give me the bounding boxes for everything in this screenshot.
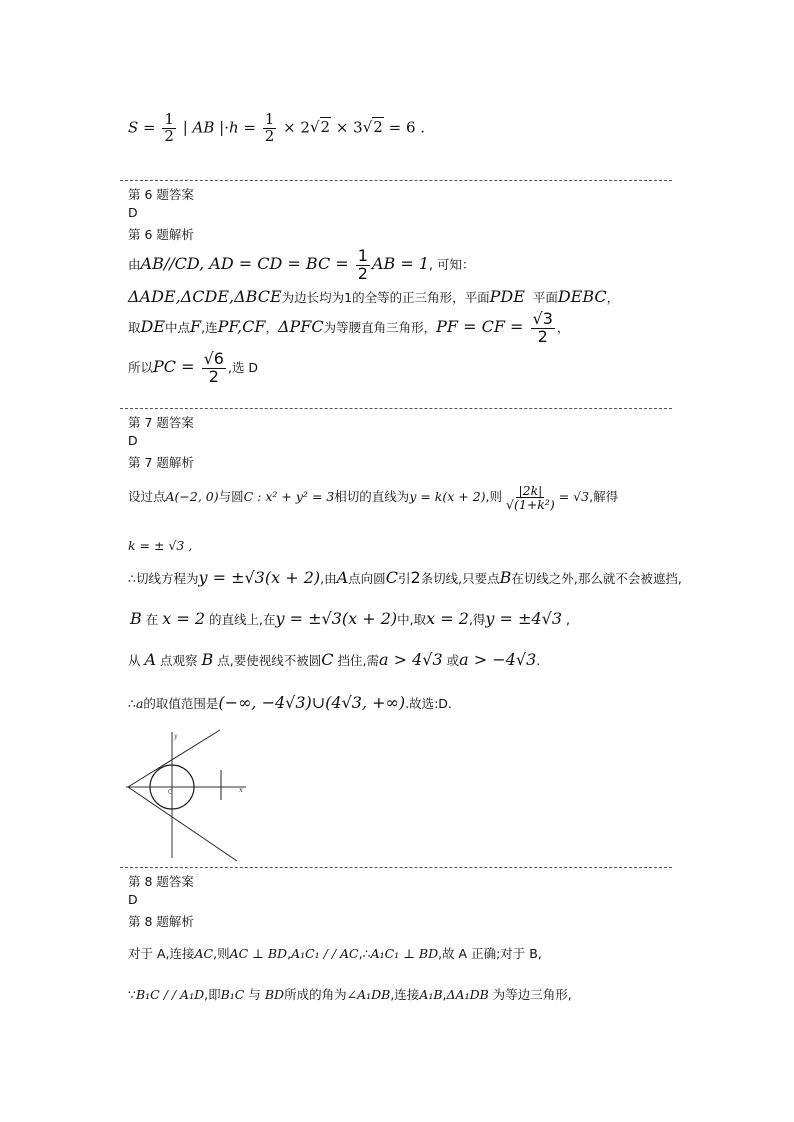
text: ,则 [213, 946, 230, 961]
math: C [321, 650, 334, 669]
text: 为等边三角形, [492, 987, 572, 1002]
text: ,故 A 正确;对于 B, [438, 946, 542, 961]
text: 从 [128, 653, 141, 668]
numerator: √3 [532, 309, 553, 328]
math: C [385, 568, 398, 587]
q7-answer-heading: 第 7 题答案 [128, 415, 194, 430]
math: B₁C [220, 987, 245, 1002]
denominator: √(1+k²) [506, 497, 555, 513]
math: AC [194, 946, 214, 961]
math: AB//CD [140, 253, 200, 273]
q7-line-5 [128, 650, 540, 669]
math: ΔADE,ΔCDE,ΔBCE [128, 287, 282, 306]
text: 与圆 [218, 489, 244, 505]
denominator: 2 [357, 263, 368, 283]
tangent-figure [124, 728, 254, 864]
text: ， [556, 319, 570, 335]
q7-line-4 [130, 609, 570, 628]
text: 所以 [128, 359, 154, 375]
math: B [499, 568, 512, 587]
text: ， [265, 319, 278, 335]
q8-analysis-heading: 第 8 题解析 [128, 914, 194, 929]
text: ∵ [128, 987, 136, 1002]
text: , 可知： [429, 256, 475, 272]
numerator: |2k| [518, 483, 543, 498]
fraction [504, 484, 557, 511]
separator [120, 408, 672, 409]
text: ,则 [485, 489, 503, 505]
separator [120, 867, 672, 868]
denominator: 2 [537, 326, 548, 346]
q6-analysis-heading: 第 6 题解析 [128, 227, 194, 242]
math: C : x² + y² = 3 [243, 489, 335, 505]
text: ,∴ [358, 946, 371, 961]
math: = √3 [558, 489, 590, 505]
text: ,得 [468, 612, 486, 627]
math: DEBC [557, 287, 607, 306]
text: ∴切线方程为 [128, 571, 199, 586]
text: ,连接 [390, 987, 420, 1002]
text: 点观察 [160, 653, 198, 668]
q6-answer-heading: 第 6 题答案 [128, 187, 194, 202]
q8-answer-heading: 第 8 题答案 [128, 874, 194, 889]
text: 点向圆 [348, 571, 386, 586]
text: , [442, 987, 447, 1002]
text: 为边长均为1的全等的正三角形，平面 [281, 290, 490, 305]
fraction [202, 351, 226, 386]
text: ,即 [204, 987, 221, 1002]
text: 在切线之外,那么就不会被遮挡, [511, 571, 682, 586]
text: 与 [248, 987, 261, 1002]
text: ,连 [201, 319, 218, 335]
math: B [201, 650, 214, 669]
denominator: 2 [208, 366, 219, 386]
text: 为等腰直角三角形， [323, 319, 437, 335]
q6-line-4 [128, 351, 258, 386]
math: A [336, 568, 349, 587]
math: PC = [153, 356, 200, 376]
text: 条切线,只要点 [420, 571, 500, 586]
text: .故选:D. [405, 696, 452, 711]
text: . [536, 653, 541, 668]
math: PDE [489, 287, 525, 306]
q7-answer: D [128, 433, 138, 448]
q7-line-6 [128, 693, 452, 712]
fraction [531, 311, 555, 346]
math: x = 2 [162, 609, 206, 628]
fraction [356, 248, 370, 283]
q7-line-3 [128, 568, 682, 587]
text: ,解得 [589, 489, 619, 505]
separator [120, 180, 672, 181]
math: ΔA₁DB [446, 987, 489, 1002]
text: ， [606, 290, 620, 305]
math: (−∞, −4√3)∪(4√3, +∞) [218, 693, 406, 712]
math: y = ±√3(x + 2) [275, 609, 398, 628]
math: ΔPFC [277, 316, 324, 336]
q8-line-1 [128, 944, 542, 962]
math: a > 4√3 [379, 650, 443, 669]
math: A₁C₁ / / AC [291, 946, 359, 961]
text: ∴ [128, 696, 136, 711]
math: AB = 1 [371, 253, 430, 273]
text: 点,要使视线不被圆 [217, 653, 322, 668]
q8-line-2 [128, 985, 572, 1003]
text: ,选 D [227, 359, 259, 375]
math: ∠A₁DB [346, 987, 391, 1002]
math: A₁B [419, 987, 443, 1002]
math: , AD = CD = BC = [199, 253, 354, 273]
math: BD [264, 987, 285, 1002]
text: 对于 A,连接 [128, 946, 195, 961]
math: A(−2, 0) [165, 489, 219, 505]
math: y = k(x + 2) [409, 489, 486, 505]
text: 设过点 [128, 489, 166, 505]
math: DE [140, 316, 166, 336]
math: a [135, 696, 144, 711]
math: F [190, 316, 202, 336]
text: 相切的直线为 [334, 489, 410, 505]
y-axis-label: y [174, 733, 178, 740]
q7-line-1 [128, 484, 618, 511]
q6-line-1 [128, 248, 474, 283]
text: 所成的角为 [284, 987, 347, 1002]
numerator: 1 [357, 246, 368, 265]
text: ,由 [320, 571, 337, 586]
q7-line-2: k = ± √3 , [128, 538, 193, 553]
text: , [562, 612, 570, 627]
math: PF = CF = [436, 316, 529, 336]
text: , [287, 946, 292, 961]
math: PF,CF [217, 316, 266, 336]
math: y = ±√3(x + 2) [198, 568, 321, 587]
text: 或 [446, 653, 460, 668]
text: 中点 [165, 319, 191, 335]
numerator: √6 [203, 349, 224, 368]
math: A₁C₁ ⊥ BD [370, 946, 439, 961]
text: 2 [410, 568, 421, 587]
math: B [130, 609, 142, 628]
origin-label: O [168, 789, 173, 796]
q6-line-2 [128, 287, 619, 306]
text: 中,取 [397, 612, 427, 627]
q6-line-3 [128, 311, 569, 346]
text: 的直线上,在 [209, 612, 276, 627]
area-formula: S = $\frac{1}{2}$ | AB |·h = $\frac{1}{2}$ × 2√2 × 3√2 = 6 . [128, 110, 426, 145]
q8-answer: D [128, 892, 138, 907]
math: AC ⊥ BD [229, 946, 288, 961]
math: x = 2 [426, 609, 469, 628]
text: 的取值范围是 [143, 696, 219, 711]
math: B₁C / / A₁D [135, 987, 205, 1002]
text: 引 [397, 571, 411, 586]
text: 挡住,需 [337, 653, 379, 668]
math: a > −4√3 [459, 650, 537, 669]
x-axis-label: x [239, 786, 243, 794]
q7-analysis-heading: 第 7 题解析 [128, 455, 194, 470]
math: y = ±4√3 [485, 609, 562, 628]
math: A [144, 650, 157, 669]
text: 取 [128, 319, 141, 335]
text: 平面 [524, 290, 558, 305]
q6-answer: D [128, 205, 138, 220]
text: 由 [128, 256, 141, 272]
text: 在 [145, 612, 159, 627]
